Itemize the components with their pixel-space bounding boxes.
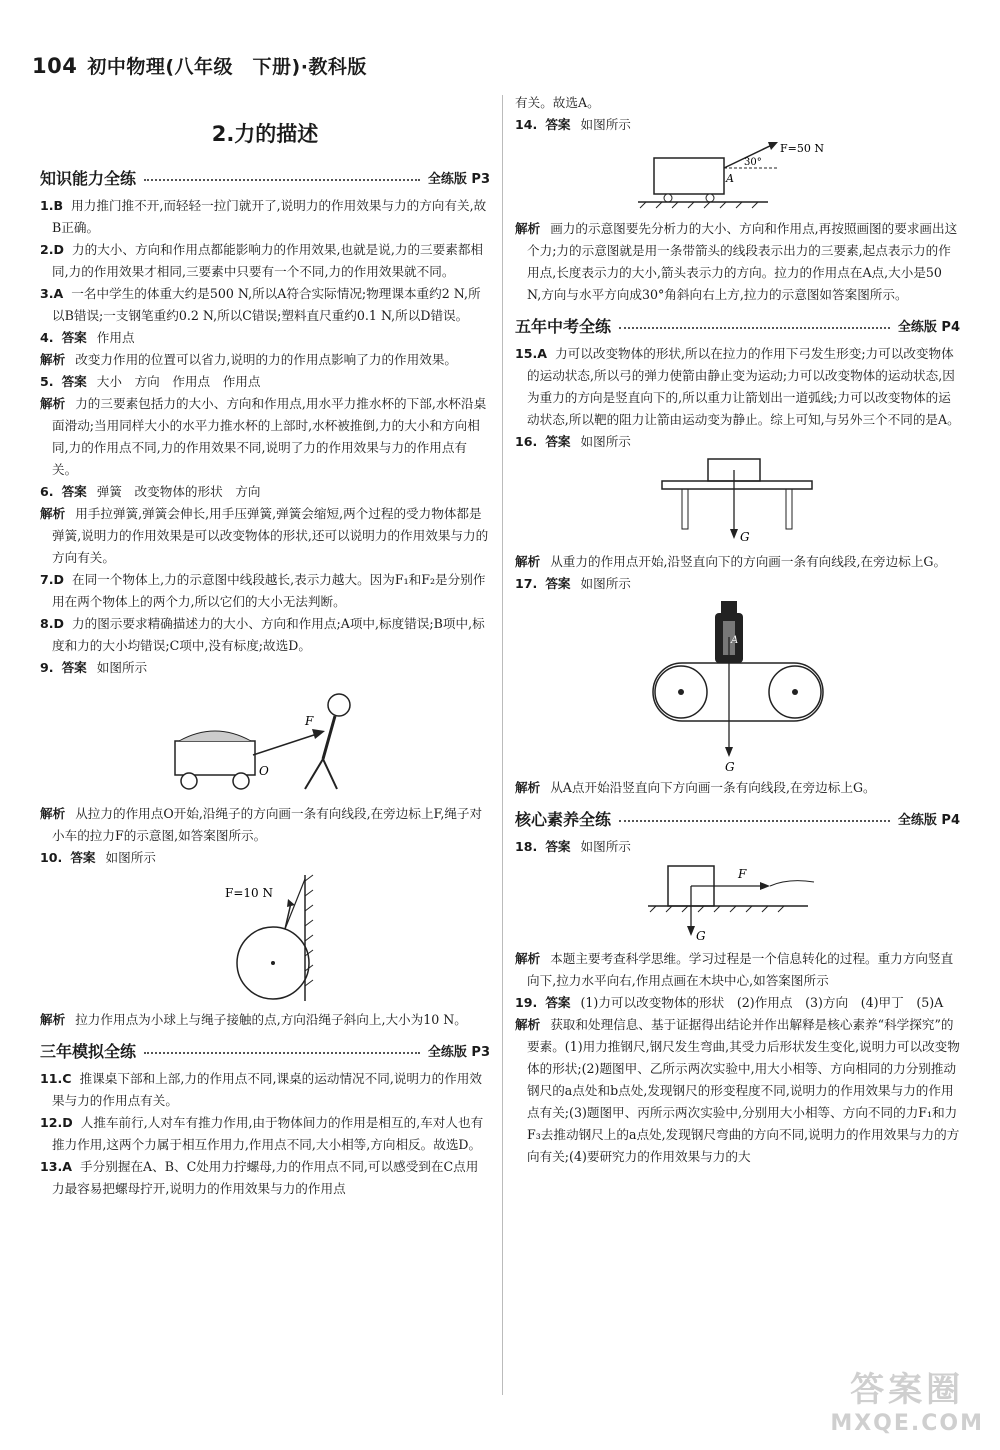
figure-block-pull <box>638 860 838 944</box>
answer-q18: 18. 答案 如图所示 <box>515 839 631 854</box>
figure-label-F18: F <box>737 867 746 881</box>
analysis-q5: 解析 力的三要素包括力的大小、方向和作用点,用水平力推水杯的下部,水杯沿桌面滑动;当用同样大小的水平力推水杯的上部时,水杯被推倒,力的大小和方向相同,力的作用点不同,力的作用效果不同,说明了力的作用效果与力的作用点有关。 <box>40 396 487 477</box>
figure-label-O: O <box>259 764 269 778</box>
section-heading-sannian: 三年模拟全练 全练版 P3 <box>40 1042 490 1061</box>
answer-q9: 9. 答案 如图所示 <box>40 660 148 675</box>
section-heading-hexin: 核心素养全练 全练版 P4 <box>515 810 960 829</box>
figure-label-G17: G <box>724 760 735 773</box>
figure-label-F: F <box>305 714 314 728</box>
page-number: 104 <box>32 54 78 78</box>
answer-q14: 14. 答案 如图所示 <box>515 117 631 132</box>
answer-q13: 13.A 手分别握在A、B、C处用力拧螺母,力的作用点不同,可以感受到在C点用力最容易把螺母拧开,说明力的作用效果与力的作用点 <box>40 1159 479 1196</box>
answer-q1: 1.B 用力推门推不开,而轻轻一拉门就开了,说明力的作用效果与力的方向有关,故B正确。 <box>40 198 487 235</box>
column-divider <box>502 95 503 1395</box>
figure-ball-wall <box>185 871 345 1005</box>
watermark: 答案圈 MXQE.COM <box>830 1370 984 1436</box>
figure-label-A17: A <box>730 635 738 646</box>
answer-q5: 5. 答案 大小 方向 作用点 作用点 <box>40 374 261 389</box>
lesson-title: 2.力的描述 <box>211 122 319 146</box>
figure-label-A: A <box>725 172 734 185</box>
analysis-q14: 解析 画力的示意图要先分析力的大小、方向和作用点,再按照画图的要求画出这个力;力的示意图就是用一条带箭头的线段表示出力的三要素,起点表示力的作用点,长度表示力的大小,箭头表示力的方向。拉力的作用点在A点,大小是50 N,方向与水平方向成30°角斜向右上方,拉力的示意图如答案图所示。 <box>515 221 958 302</box>
answer-q17: 17. 答案 如图所示 <box>515 576 631 591</box>
figure-label-G18: G <box>695 929 706 943</box>
figure-cart-pull <box>628 138 848 214</box>
figure-label-G16: G <box>739 530 750 544</box>
answer-q8: 8.D 力的图示要求精确描述力的大小、方向和作用点;A项中,标度错误;B项中,标度和力的大小均错误;C项中,没有标度;故选D。 <box>40 616 485 653</box>
left-column <box>40 92 490 1200</box>
figure-bottle-conveyor <box>623 597 853 773</box>
answer-q13-continued: 有关。故选A。 <box>515 95 600 110</box>
analysis-q9: 解析 从拉力的作用点O开始,沿绳子的方向画一条有向线段,在旁边标上F,绳子对小车的拉力F的示意图,如答案图所示。 <box>40 806 483 843</box>
answer-q3: 3.A 一名中学生的体重大约是500 N,所以A符合实际情况;物理课本重约2 N,所以B错误;一支钢笔重约0.2 N,所以C错误;塑料直尺重约0.1 N,所以D错误。 <box>40 286 481 323</box>
analysis-q16: 解析 从重力的作用点开始,沿竖直向下的方向画一条有向线段,在旁边标上G。 <box>515 554 947 569</box>
answer-q12: 12.D 人推车前行,人对车有推力作用,由于物体间力的作用是相互的,车对人也有推力作用,这两个力属于相互作用力,作用点不同,大小相等,方向相反。故选D。 <box>40 1115 484 1152</box>
section-heading-wunian: 五年中考全练 全练版 P4 <box>515 317 960 336</box>
answer-q16: 16. 答案 如图所示 <box>515 434 631 449</box>
analysis-q17: 解析 从A点开始沿竖直向下方向画一条有向线段,在旁边标上G。 <box>515 780 876 795</box>
figure-label-angle: 30° <box>743 157 762 168</box>
figure-label-F50: F=50 N <box>779 142 824 155</box>
right-column <box>515 92 960 1168</box>
page-header <box>32 52 367 79</box>
answer-q19: 19. 答案 (1)力可以改变物体的形状 (2)作用点 (3)方向 (4)甲丁 (5)A <box>515 995 944 1010</box>
analysis-q18: 解析 本题主要考查科学思维。学习过程是一个信息转化的过程。重力方向竖直向下,拉力水平向右,作用点画在木块中心,如答案图所示 <box>515 951 954 988</box>
book-title: 初中物理(八年级 下册)·教科版 <box>87 56 367 78</box>
analysis-q6: 解析 用手拉弹簧,弹簧会伸长,用手压弹簧,弹簧会缩短,两个过程的受力物体都是弹簧,说明力的作用效果是可以改变物体的形状,还可以说明力的作用效果与力的方向有关。 <box>40 506 489 565</box>
analysis-q10: 解析 拉力作用点为小球上与绳子接触的点,方向沿绳子斜向上,大小为10 N。 <box>40 1012 467 1027</box>
answer-q10: 10. 答案 如图所示 <box>40 850 156 865</box>
answer-q15: 15.A 力可以改变物体的形状,所以在拉力的作用下弓发生形变;力可以改变物体的运动状态,所以弓的弹力使箭由静止变为运动;力可以改变物体的运动状态,因为重力的方向是竖直向下的,所以重力让箭划出一道弧线;力可以改变物体的运动状态,所以靶的阻力让箭由运动变为静止。综上可知,与另外三个不同的是A。 <box>515 346 960 427</box>
answer-q7: 7.D 在同一个物体上,力的示意图中线段越长,表示力越大。因为F₁和F₂是分别作用在两个物体上的两个力,所以它们的大小无法判断。 <box>40 572 486 609</box>
figure-label-F10: F=10 N <box>225 886 273 900</box>
answer-q4: 4. 答案 作用点 <box>40 330 135 345</box>
analysis-q4: 解析 改变力作用的位置可以省力,说明的力的作用点影响了力的作用效果。 <box>40 352 458 367</box>
figure-box-table <box>658 455 818 547</box>
section-heading-zhishi: 知识能力全练 全练版 P3 <box>40 169 490 188</box>
answer-q11: 11.C 推课桌下部和上部,力的作用点不同,课桌的运动情况不同,说明力的作用效果与力的作用点有关。 <box>40 1071 482 1108</box>
answer-q6: 6. 答案 弹簧 改变物体的形状 方向 <box>40 484 261 499</box>
figure-cart-boy <box>155 681 375 799</box>
analysis-q19: 解析 获取和处理信息、基于证据得出结论并作出解释是核心素养“科学探究”的要素。(1)用力推钢尺,钢尺发生弯曲,其受力后形状发生变化,说明力可以改变物体的形状;(2)题图甲、乙所示两次实验中,用大小相等、方向相同的力分别推动钢尺的a点处和b点处,发现钢尺的形变程度不同,说明力的作用效果与力的作用点有关;(3)题图甲、丙所示两次实验中,分别用大小相等、方向不同的力F₁和力F₃去推动钢尺上的a点处,发现钢尺弯曲的方向不同,说明力的作用效果与力的方向有关;(4)要研究力的作用效果与力的大 <box>515 1017 960 1164</box>
answer-q2: 2.D 力的大小、方向和作用点都能影响力的作用效果,也就是说,力的三要素都相同,力的作用效果才相同,三要素中只要有一个不同,力的作用效果就不同。 <box>40 242 484 279</box>
